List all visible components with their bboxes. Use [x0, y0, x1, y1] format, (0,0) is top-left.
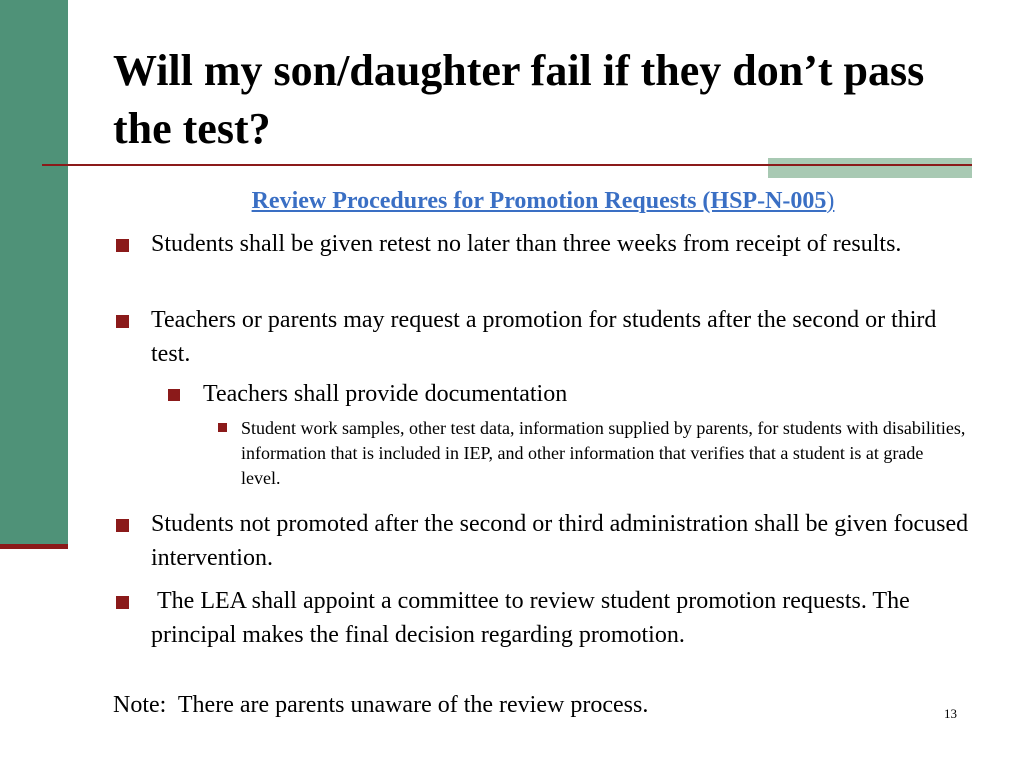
bullet-item [113, 227, 973, 261]
bullet-item [113, 584, 973, 652]
bullet-item [113, 507, 973, 575]
square-bullet-icon [116, 239, 129, 252]
bullet-item [113, 303, 973, 371]
slide-title: Will my son/daughter fail if they don’t pass the test? [113, 46, 925, 153]
sub-bullet-item [168, 377, 968, 411]
square-bullet-icon [168, 389, 180, 401]
sidebar-decoration [0, 0, 68, 544]
subtitle-paren: ) [826, 188, 835, 214]
square-bullet-icon [116, 596, 129, 609]
bullet-text: Students shall be given retest no later than three weeks from receipt of results. [151, 231, 902, 257]
slide-note: Note: There are parents unaware of the review process. [113, 692, 649, 718]
bullet-text: Student work samples, other test data, information supplied by parents, for students with disabilities, information that is included in IEP, and other information that verifies that a student is at grade level. [241, 418, 966, 488]
square-bullet-icon [116, 519, 129, 532]
square-bullet-icon [116, 315, 129, 328]
slide-subtitle [113, 188, 973, 215]
page-number: 13 [944, 706, 957, 721]
subtitle-text: Review Procedures for Promotion Requests (HSP-N-005 [251, 188, 827, 214]
accent-stripe-bottom [768, 166, 972, 178]
sub-sub-bullet-item [218, 416, 966, 491]
square-bullet-icon [218, 423, 227, 432]
bullet-text: Teachers shall provide documentation [203, 381, 568, 407]
sidebar-underline [0, 544, 68, 549]
bullet-text: The LEA shall appoint a committee to review student promotion requests. The principal makes the final decision regarding promotion. [151, 588, 916, 648]
bullet-text: Teachers or parents may request a promotion for students after the second or third test. [151, 307, 937, 367]
bullet-text: Students not promoted after the second or third administration shall be given focused intervention. [151, 511, 969, 571]
